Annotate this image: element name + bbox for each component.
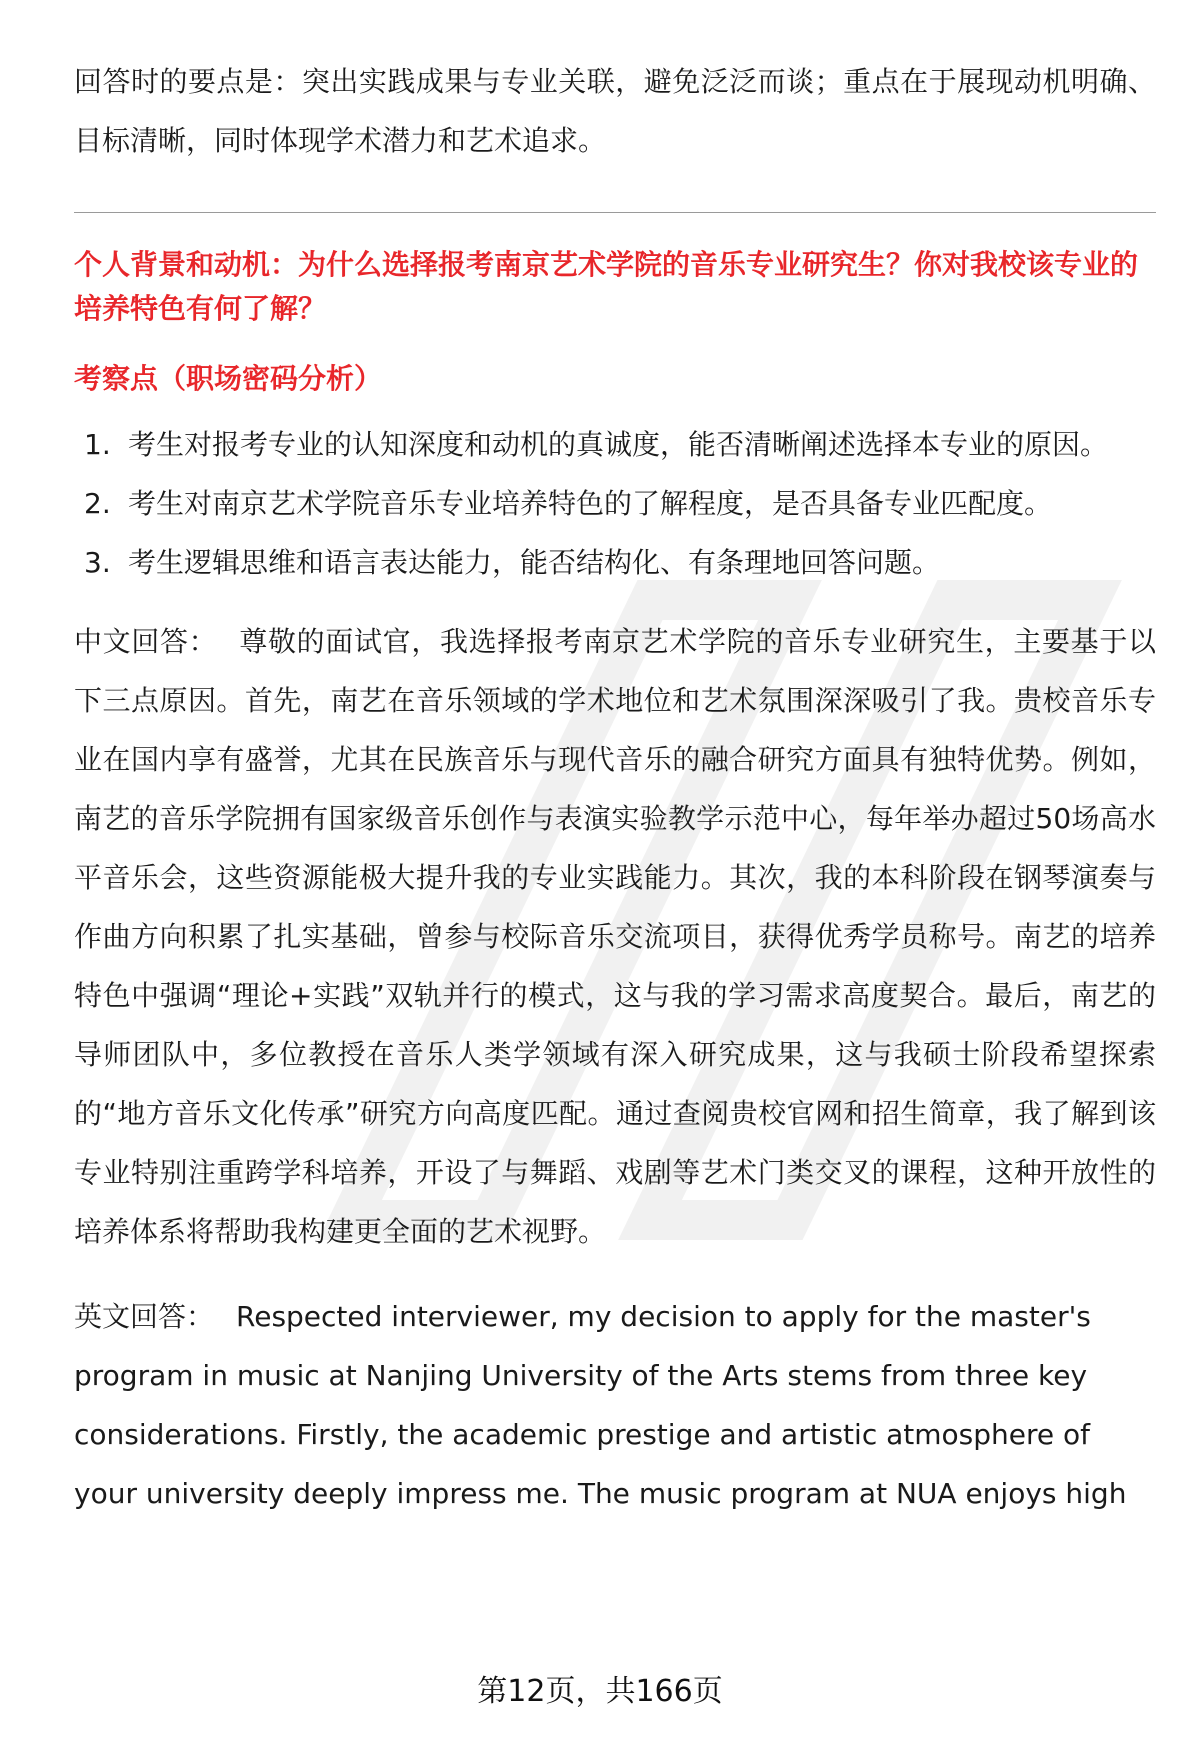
chinese-answer-label: 中文回答： <box>74 625 218 658</box>
point-text: 考生逻辑思维和语言表达能力，能否结构化、有条理地回答问题。 <box>128 546 941 579</box>
point-text: 考生对南京艺术学院音乐专业培养特色的了解程度，是否具备专业匹配度。 <box>128 487 1053 520</box>
assessment-points-list <box>74 415 1156 592</box>
question-heading: 个人背景和动机：为什么选择报考南京艺术学院的音乐专业研究生？你对我校该专业的培养特色有何了解？ <box>74 248 1139 325</box>
english-answer <box>74 1287 1156 1523</box>
assessment-point <box>74 533 1156 592</box>
point-number: 3. <box>84 546 111 579</box>
assessment-point <box>74 415 1156 474</box>
chinese-answer <box>74 612 1156 1261</box>
assessment-point <box>74 474 1156 533</box>
assessment-heading: 考察点（职场密码分析） <box>74 362 383 395</box>
chinese-answer-text: 尊敬的面试官，我选择报考南京艺术学院的音乐专业研究生，主要基于以下三点原因。首先，南艺在音乐领域的学术地位和艺术氛围深深吸引了我。贵校音乐专业在国内享有盛誉，尤其在民族音乐与现代音乐的融合研究方面具有独特优势。例如，南艺的音乐学院拥有国家级音乐创作与表演实验教学示范中心，每年举办超过50场高水平音乐会，这些资源能极大提升我的专业实践能力。其次，我的本科阶段在钢琴演奏与作曲方向积累了扎实基础，曾参与校际音乐交流项目，获得优秀学员称号。南艺的培养特色中强调“理论+实践”双轨并行的模式，这与我的学习需求高度契合。最后，南艺的导师团队中，多位教授在音乐人类学领域有深入研究成果，这与我硕士阶段希望探索的“地方音乐文化传承”研究方向高度匹配。通过查阅贵校官网和招生简章，我了解到该专业特别注重跨学科培养，开设了与舞蹈、戏剧等艺术门类交叉的课程，这种开放性的培养体系将帮助我构建更全面的艺术视野。 <box>74 625 1156 1248</box>
point-number: 1. <box>84 428 111 461</box>
section-divider <box>74 212 1156 213</box>
page-number-footer: 第12页，共166页 <box>477 1674 723 1709</box>
point-text: 考生对报考专业的认知深度和动机的真诚度，能否清晰阐述选择本专业的原因。 <box>128 428 1109 461</box>
point-number: 2. <box>84 487 111 520</box>
english-answer-label: 英文回答： <box>74 1300 215 1333</box>
document-page <box>74 52 1156 1523</box>
intro-paragraph: 回答时的要点是：突出实践成果与专业关联，避免泛泛而谈；重点在于展现动机明确、目标清晰，同时体现学术潜力和艺术追求。 <box>74 65 1156 157</box>
english-answer-text: Respected interviewer, my decision to apply for the master's program in music at Nanjing University of the Arts stems from three key considerations. Firstly, the academic prestige and artistic atmosphere of your university deeply impress me. The music program at NUA enjoys high <box>74 1300 1127 1510</box>
